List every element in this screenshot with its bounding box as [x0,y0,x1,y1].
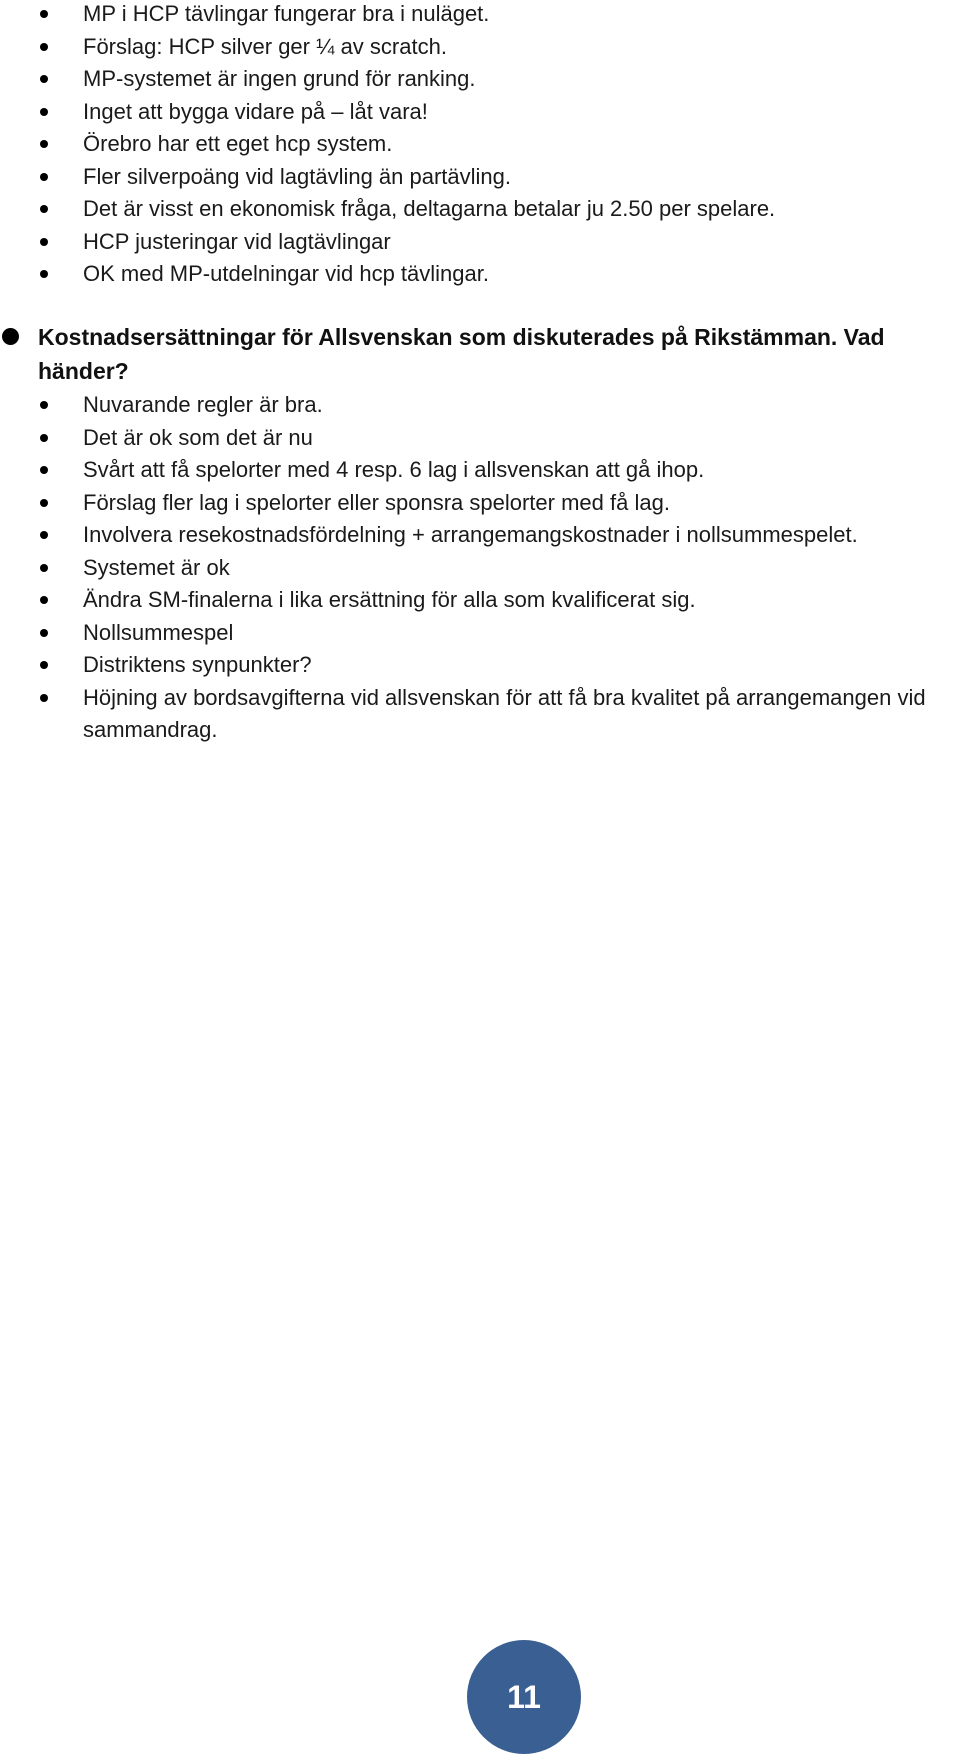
page-number: 11 [507,1678,541,1715]
list-item-text: Systemet är ok [83,554,230,580]
list-item [0,193,960,226]
bullet-list-mp-hcp [0,0,960,291]
list-item-text: Inget att bygga vidare på – låt vara! [83,98,428,124]
list-item-text: Nollsummespel [83,619,234,645]
list-item-text: OK med MP-utdelningar vid hcp tävlingar. [83,261,489,286]
list-item-text: Ändra SM-finalerna i lika ersättning för alla som kvalificerat sig. [83,587,696,612]
list-item [0,31,960,64]
bullet-icon [40,108,48,116]
list-item-text: MP i HCP tävlingar fungerar bra i nuläget. [83,1,490,26]
list-item [0,649,960,682]
section-heading [0,320,960,388]
list-item [0,682,960,747]
bullet-icon [40,531,48,539]
list-item-text: Svårt att få spelorter med 4 resp. 6 lag i allsvenskan att gå ihop. [83,457,705,482]
bullet-icon [40,694,48,702]
list-item [0,63,960,96]
list-item [0,552,960,585]
bullet-icon [40,270,48,278]
bullet-icon [40,10,48,18]
list-item-text: Örebro har ett eget hcp system. [83,131,393,156]
list-item-text: Förslag: HCP silver ger ¼ av scratch. [83,33,447,59]
bullet-icon [40,661,48,669]
list-item [0,258,960,291]
bullet-icon [40,434,48,442]
list-item-text: Det är visst en ekonomisk fråga, deltagarna betalar ju 2.50 per spelare. [83,196,776,221]
list-item [0,519,960,552]
bullet-icon [40,43,48,51]
list-item [0,454,960,487]
page-number-badge [467,1640,581,1754]
list-item-text: Höjning av bordsavgifterna vid allsvenskan för att få bra kvalitet på arrangemangen vid sammandrag. [83,684,926,742]
bullet-list-allsvenskan [0,389,960,747]
list-item-text: Involvera resekostnadsfördelning + arrangemangskostnader i nollsummespelet. [83,522,858,547]
section-heading-text: Kostnadsersättningar för Allsvenskan som diskuterades på Rikstämman. Vad händer? [38,324,885,384]
bullet-icon [40,564,48,572]
list-item [0,0,960,31]
list-item-text: Nuvarande regler är bra. [83,392,323,417]
bullet-icon [40,140,48,148]
list-item-text: Det är ok som det är nu [83,424,313,450]
bullet-icon [40,466,48,474]
large-bullet-icon [2,328,19,345]
list-item [0,617,960,650]
list-item [0,389,960,422]
bullet-icon [40,238,48,246]
list-item-text: HCP justeringar vid lagtävlingar [83,228,391,254]
bullet-icon [40,173,48,181]
list-item-text: Distriktens synpunkter? [83,652,312,677]
list-item-text: Förslag fler lag i spelorter eller sponsra spelorter med få lag. [83,489,670,515]
bullet-icon [40,401,48,409]
list-item-text: MP-systemet är ingen grund för ranking. [83,66,476,91]
bullet-icon [40,75,48,83]
list-item [0,584,960,617]
bullet-icon [40,205,48,213]
bullet-icon [40,499,48,507]
list-item [0,422,960,455]
bullet-icon [40,596,48,604]
list-item [0,161,960,194]
list-item [0,96,960,129]
list-item-text: Fler silverpoäng vid lagtävling än partävling. [83,163,512,189]
list-item [0,128,960,161]
list-item [0,226,960,259]
bullet-icon [40,629,48,637]
list-item [0,487,960,520]
